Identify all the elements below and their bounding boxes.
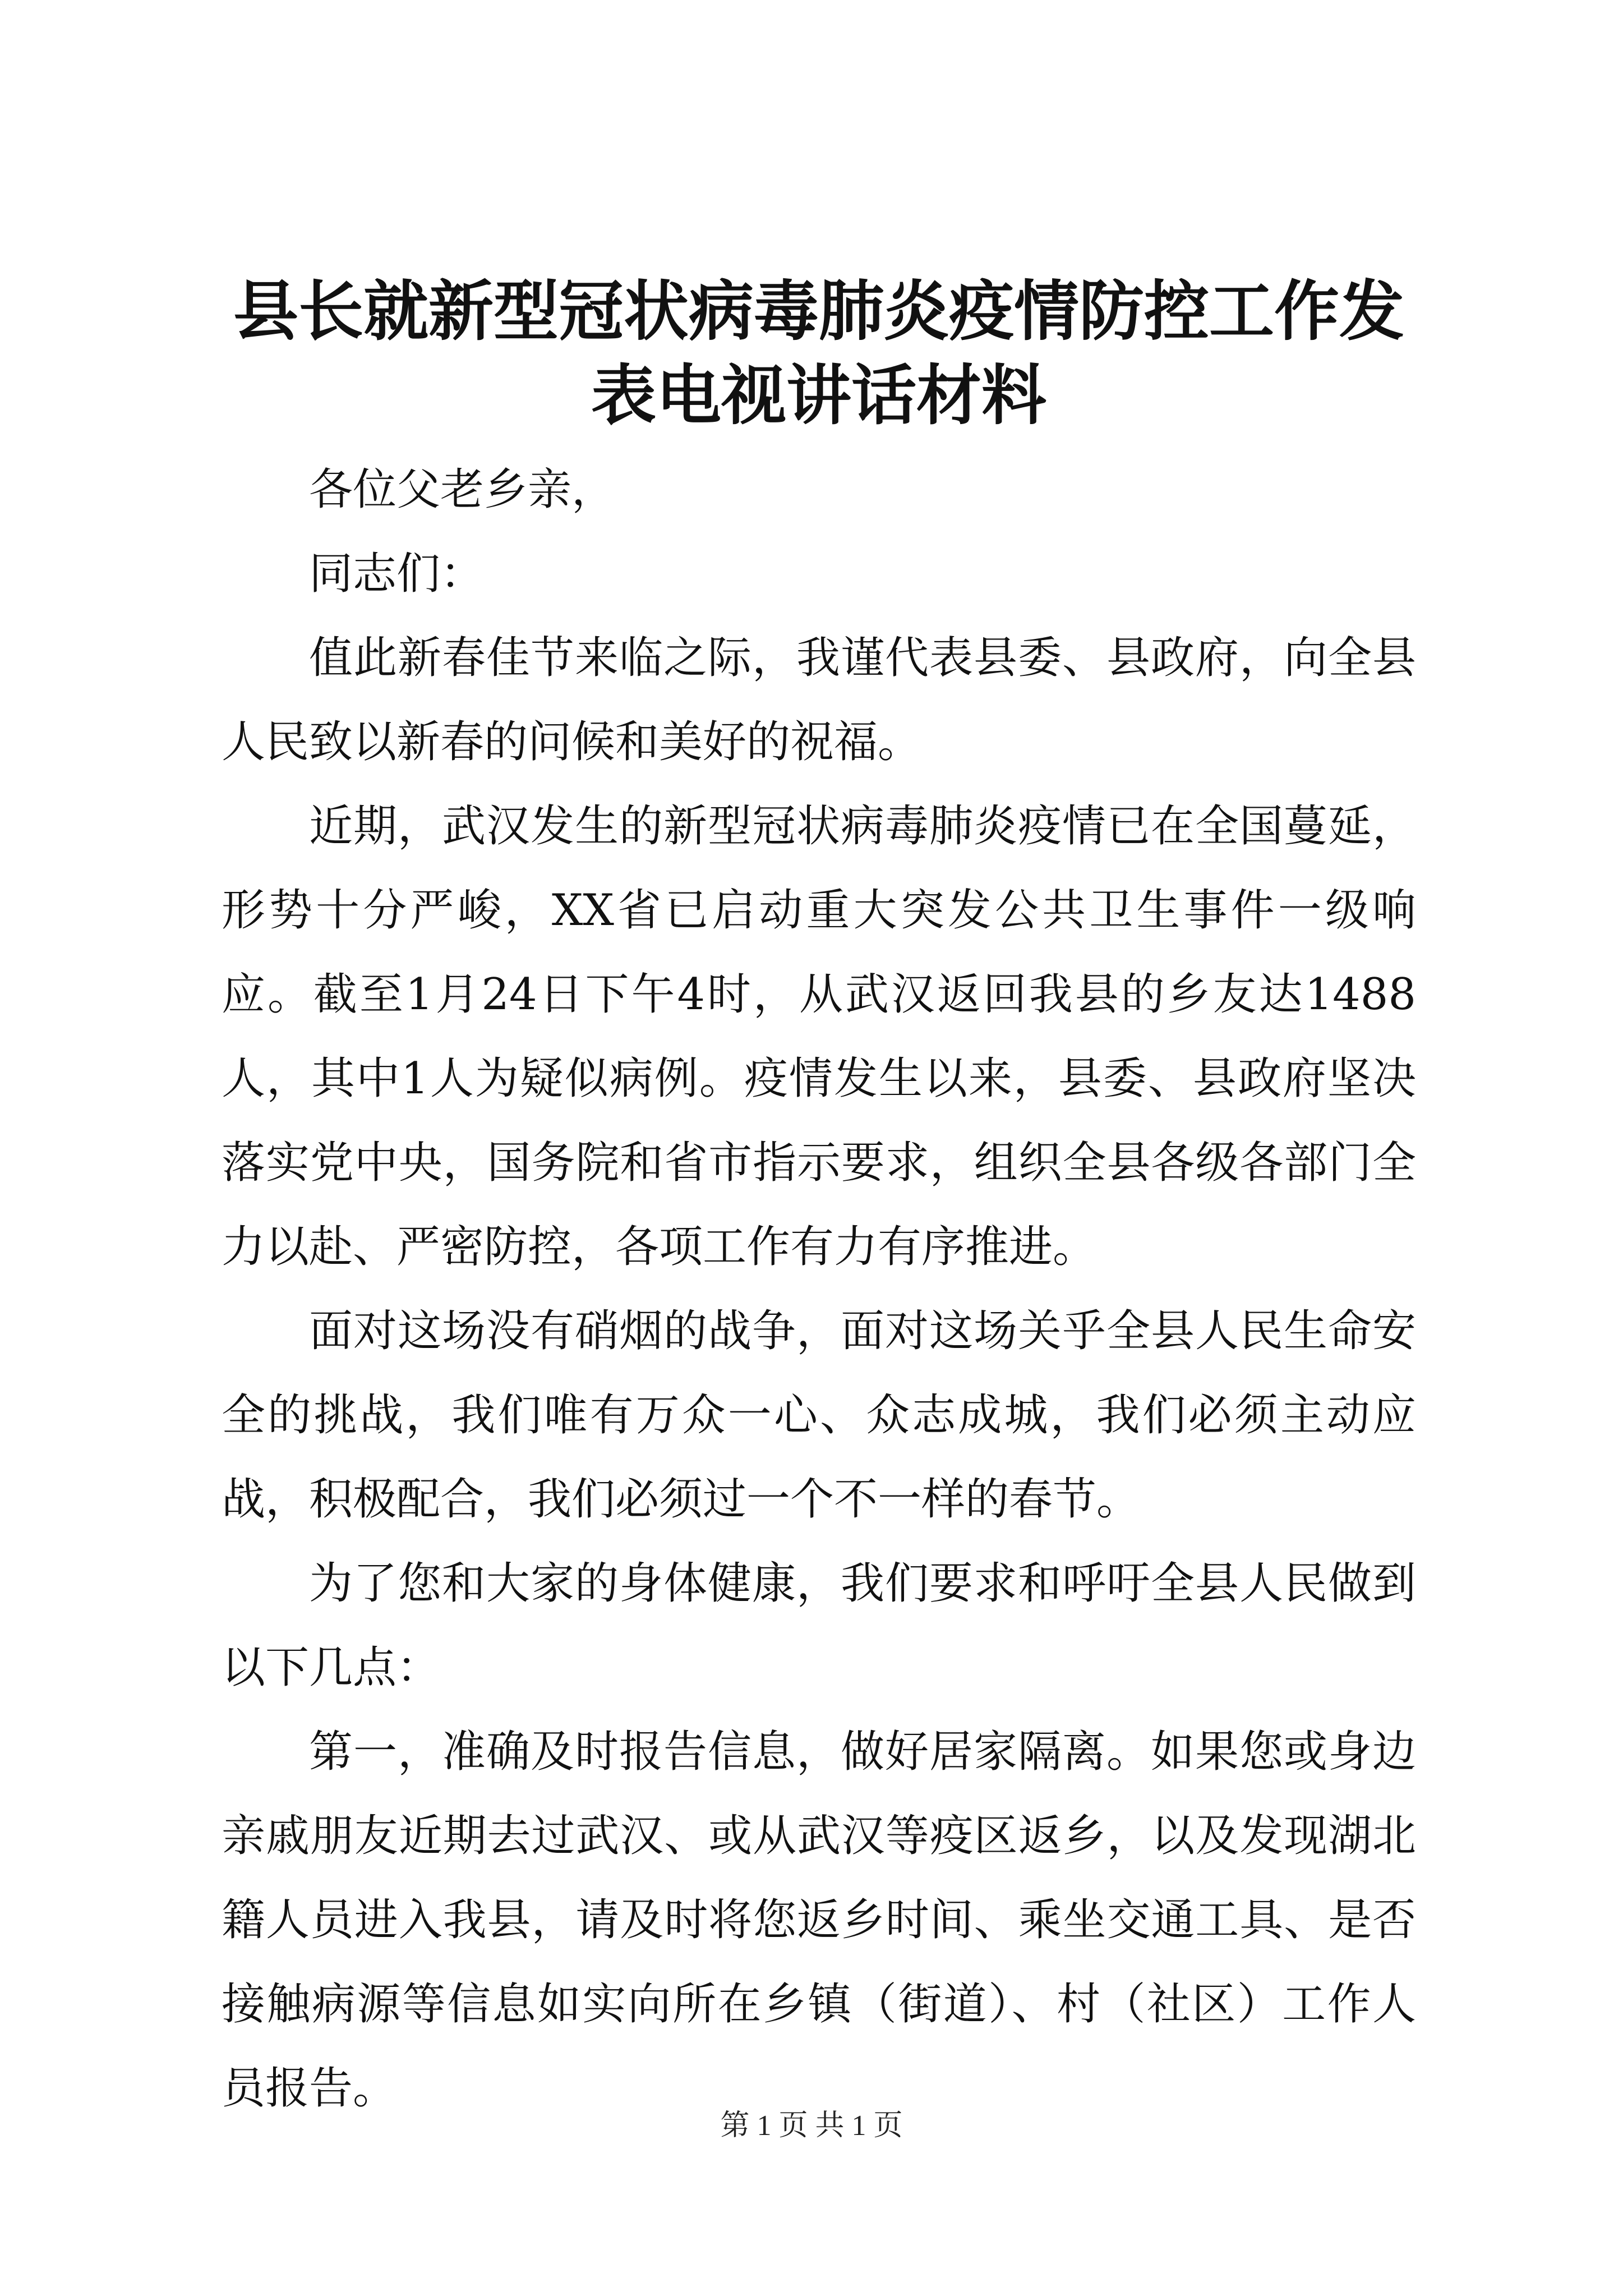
page-number-footer: 第 1 页 共 1 页 (720, 2110, 903, 2142)
body-paragraph: 面对这场没有硝烟的战争，面对这场关乎全县人民生命安全的挑战，我们唯有万众一心、众志成城，我们必须主动应战，积极配合，我们必须过一个不一样的春节。 (222, 1306, 1416, 1525)
body-paragraph: 值此新春佳节来临之际，我谨代表县委、县政府，向全县人民致以新春的问候和美好的祝福。 (222, 633, 1416, 767)
body-paragraph: 近期，武汉发生的新型冠状病毒肺炎疫情已在全国蔓延，形势十分严峻，XX省已启动重大突发公共卫生事件一级响应。截至1月24日下午4时，从武汉返回我县的乡友达1488人，其中1人为疑似病例。疫情发生以来，县委、县政府坚决落实党中央，国务院和省市指示要求，组织全县各级各部门全力以赴、严密防控，各项工作有力有序推进。 (222, 801, 1416, 1272)
body-paragraph: 第一，准确及时报告信息，做好居家隔离。如果您或身边亲戚朋友近期去过武汉、或从武汉等疫区返乡，以及发现湖北籍人员进入我县，请及时将您返乡时间、乘坐交通工具、是否接触病源等信息如实向所在乡镇（街道）、村（社区）工作人员报告。 (222, 1727, 1416, 2114)
document-title: 县长就新型冠状病毒肺炎疫情防控工作发表电视讲话材料 (233, 273, 1404, 434)
body-paragraph: 为了您和大家的身体健康，我们要求和呼吁全县人民做到以下几点： (222, 1558, 1416, 1693)
document-content (222, 269, 1416, 2131)
document-body (222, 448, 1416, 2131)
salutation-paragraph: 各位父老乡亲， (309, 464, 616, 515)
greeting-paragraph: 同志们： (309, 549, 485, 599)
